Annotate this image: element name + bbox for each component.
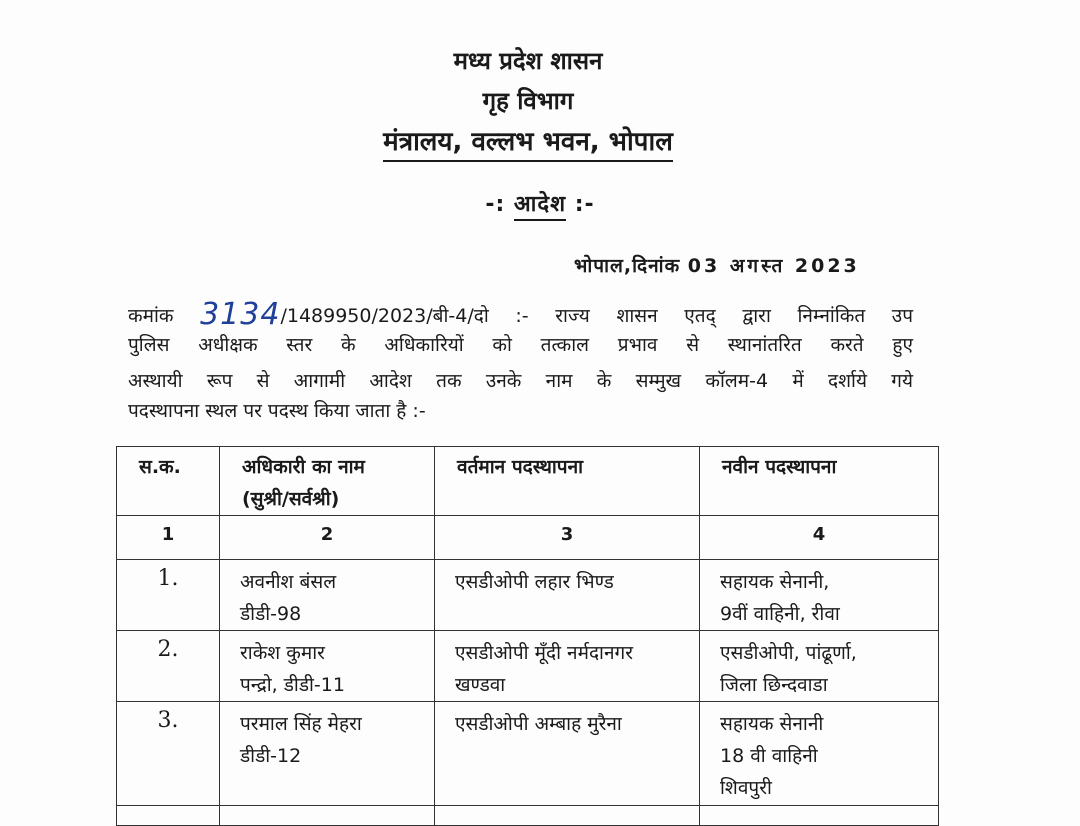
column-number-row <box>117 516 939 560</box>
table-row <box>117 560 939 631</box>
table-row <box>117 702 939 806</box>
order-title-right: :- <box>566 192 595 217</box>
table-row-partial <box>117 806 939 826</box>
col-number-4: 4 <box>700 516 939 560</box>
table-header-row <box>117 447 939 516</box>
row-serial: 3. <box>117 702 220 806</box>
date-place: भोपाल,दिनांक <box>574 255 681 277</box>
row-serial: 2. <box>117 631 220 702</box>
header-serial: स.क. <box>117 447 220 516</box>
handwritten-order-number: 3134 <box>200 297 281 332</box>
row-officer-name: अवनीश बंसल डीडी-98 <box>220 560 435 631</box>
order-title <box>0 188 1080 218</box>
col-number-3: 3 <box>435 516 700 560</box>
office-address-text: मंत्रालय, वल्लभ भवन, भोपाल <box>383 127 673 162</box>
office-address <box>0 122 1068 158</box>
col-number-1: 1 <box>117 516 220 560</box>
row-current-posting: एसडीओपी लहार भिण्ड <box>435 560 700 631</box>
order-text-line-1 <box>128 297 913 332</box>
header-current-posting: वर्तमान पदस्थापना <box>435 447 700 516</box>
col-number-2: 2 <box>220 516 435 560</box>
govt-title: मध्य प्रदेश शासन <box>453 47 603 75</box>
order-ref-text: /1489950/2023/बी-4/दो :- राज्य शासन एतद् द्वारा निम्नांकित उप <box>280 305 913 327</box>
order-text-line-3: अस्थायी रूप से आगामी आदेश तक उनके नाम के सम्मुख कॉलम-4 में दर्शाये गये <box>128 370 913 392</box>
header-officer-name: अधिकारी का नाम (सुश्री/सर्वश्री) <box>220 447 435 516</box>
row-officer-name: परमाल सिंह मेहरा डीडी-12 <box>220 702 435 806</box>
order-title-main: आदेश <box>514 192 566 221</box>
row-current-posting: एसडीओपी मूँदी नर्मदानगर खण्डवा <box>435 631 700 702</box>
row-serial: 1. <box>117 560 220 631</box>
row-new-posting: एसडीओपी, पांढूर्णा, जिला छिन्दवाडा <box>700 631 939 702</box>
row-current-posting: एसडीओपी अम्बाह मुरैना <box>435 702 700 806</box>
row-new-posting: सहायक सेनानी 18 वी वाहिनी शिवपुरी <box>700 702 939 806</box>
order-text-line-4: पदस्थापना स्थल पर पदस्थ किया जाता है :- <box>128 400 426 422</box>
row-officer-name: राकेश कुमार पन्द्रो, डीडी-11 <box>220 631 435 702</box>
table-row <box>117 631 939 702</box>
order-prefix: कमांक <box>128 305 174 327</box>
header-new-posting: नवीन पदस्थापना <box>700 447 939 516</box>
department-title: गृह विभाग <box>482 87 574 115</box>
row-new-posting: सहायक सेनानी, 9वीं वाहिनी, रीवा <box>700 560 939 631</box>
order-title-left: -: <box>485 192 514 217</box>
date-value: 03 अगस्त 2023 <box>687 255 860 277</box>
transfer-table <box>116 446 939 826</box>
date-line <box>574 252 860 278</box>
order-text-line-2: पुलिस अधीक्षक स्तर के अधिकारियों को तत्काल प्रभाव से स्थानांतरित करते हुए <box>128 334 913 356</box>
